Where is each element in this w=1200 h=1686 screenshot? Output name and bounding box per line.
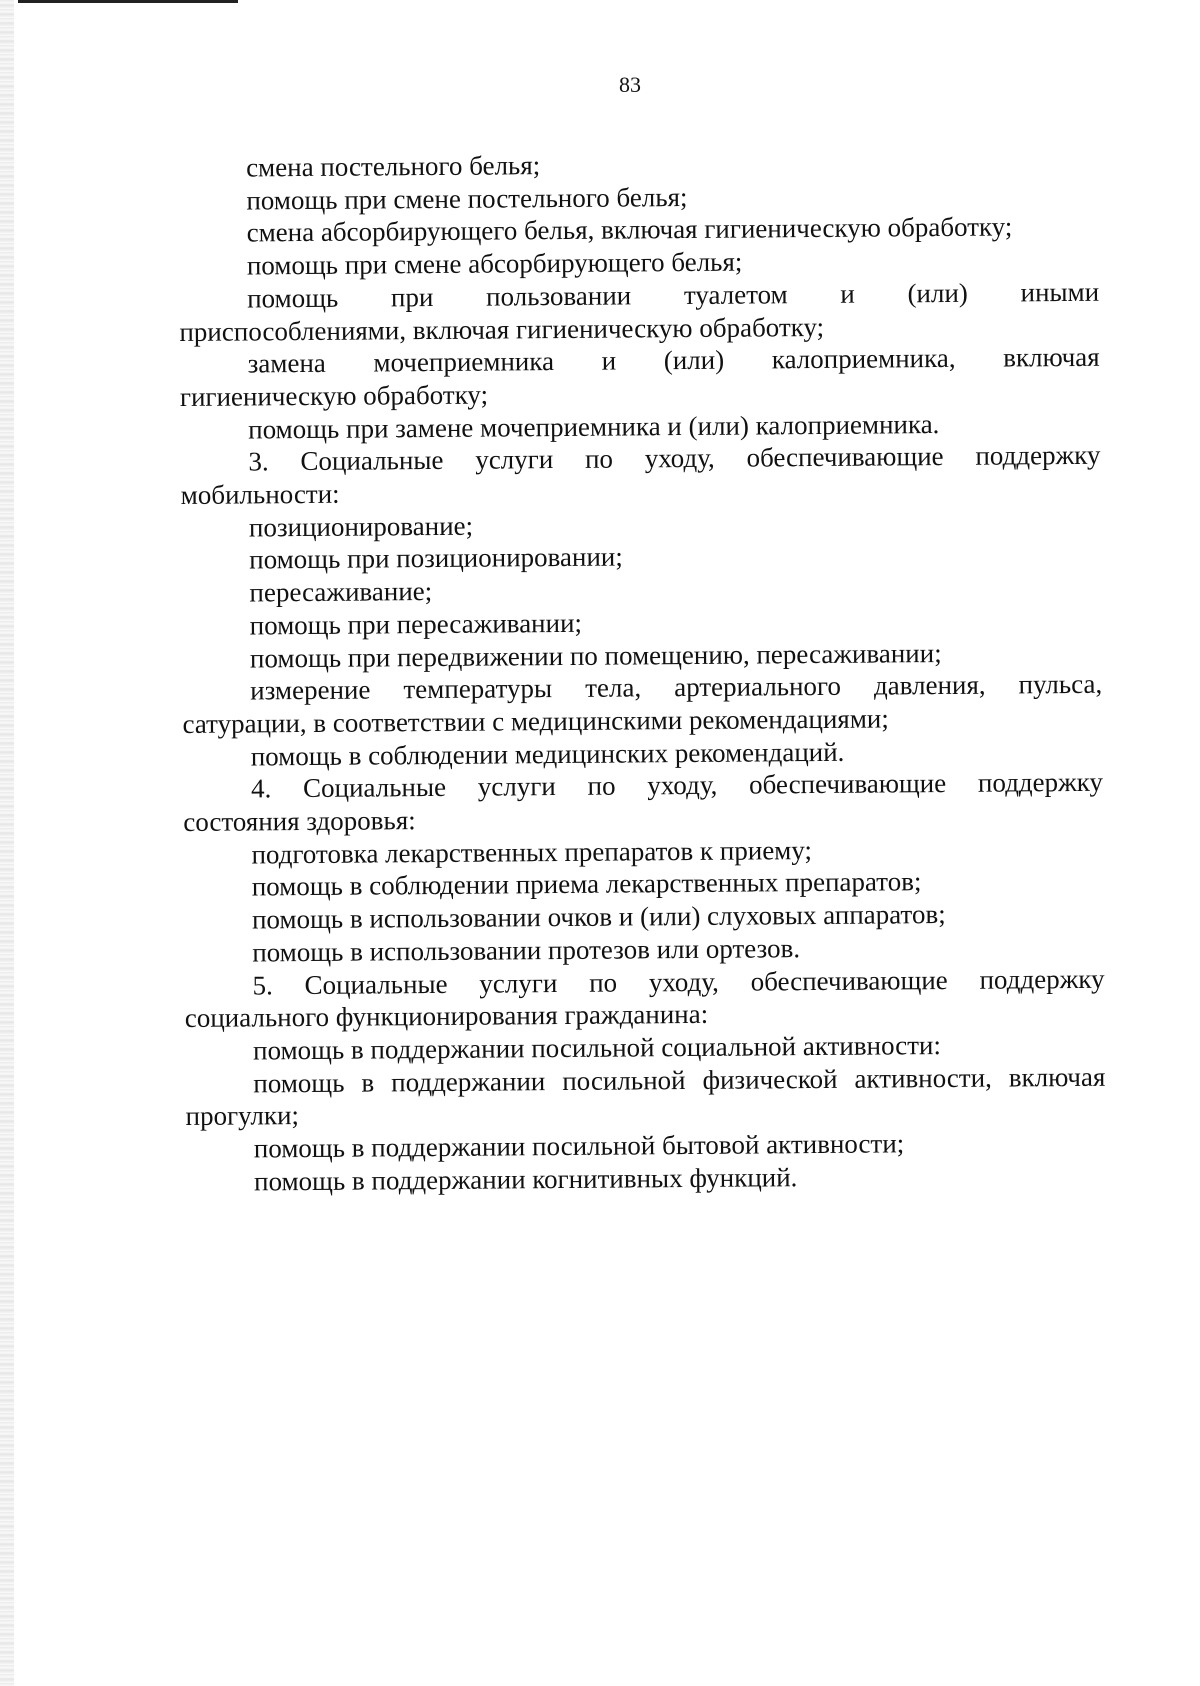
text-line: замена мочеприемника и (или) калоприемника, включая [247, 341, 1100, 379]
section-heading-5: 5. Социальные услуги по уходу, обеспечивающие поддержку [252, 963, 1105, 1001]
text-line: помощь при замене мочеприемника и (или) калоприемника. [248, 408, 940, 445]
text-line: помощь при пользовании туалетом и (или) иными [247, 276, 1100, 314]
text-line: пересаживание; [249, 576, 433, 608]
text-line: помощь при смене постельного белья; [246, 181, 688, 216]
text-line: состояния здоровья: [183, 805, 416, 838]
text-line: помощь при позиционировании; [249, 541, 623, 575]
text-line: помощь в соблюдении медицинских рекомендаций. [250, 736, 845, 772]
text-line: гигиеническую обработку; [179, 379, 489, 412]
page-number: 83 [619, 72, 641, 97]
text-line: позиционирование; [248, 510, 474, 543]
scan-edge-artifact [0, 0, 14, 1686]
text-line: помощь в поддержании посильной физической активности, включая [253, 1061, 1106, 1099]
text-line: мобильности: [180, 478, 340, 511]
text-line: помощь в использовании очков и (или) слуховых аппаратов; [251, 899, 946, 935]
text-line: помощь в соблюдении приема лекарственных препаратов; [251, 866, 922, 902]
document-body [178, 145, 1106, 1199]
top-border-line [18, 0, 238, 3]
text-line: помощь при пересаживании; [249, 607, 583, 641]
text-line: помощь при смене абсорбирующего белья; [246, 246, 743, 281]
section-heading-4: 4. Социальные услуги по уходу, обеспечивающие поддержку [250, 767, 1104, 804]
text-line: помощь в использовании протезов или ортезов. [252, 933, 801, 968]
section-heading-3: 3. Социальные услуги по уходу, обеспечивающие поддержку [248, 440, 1101, 477]
text-line: сатурации, в соответствии с медицинскими рекомендациями; [182, 703, 889, 739]
text-line: помощь в поддержании посильной социальной активности: [252, 1030, 942, 1066]
text-line: помощь в поддержании когнитивных функций. [253, 1161, 798, 1197]
text-line: приспособлениями, включая гигиеническую обработку; [179, 311, 825, 347]
text-line: помощь при передвижении по помещению, пересаживании; [249, 637, 942, 673]
text-line: смена абсорбирующего белья, включая гигиеническую обработку; [246, 211, 1013, 248]
text-line: прогулки; [185, 1100, 300, 1132]
text-line: социального функционирования гражданина: [184, 999, 709, 1034]
text-line: помощь в поддержании посильной бытовой активности; [253, 1128, 905, 1164]
text-line: измерение температуры тела, артериального давления, пульса, [250, 669, 1103, 706]
text-line: подготовка лекарственных препаратов к приему; [251, 834, 813, 870]
text-line: смена постельного белья; [246, 150, 541, 183]
